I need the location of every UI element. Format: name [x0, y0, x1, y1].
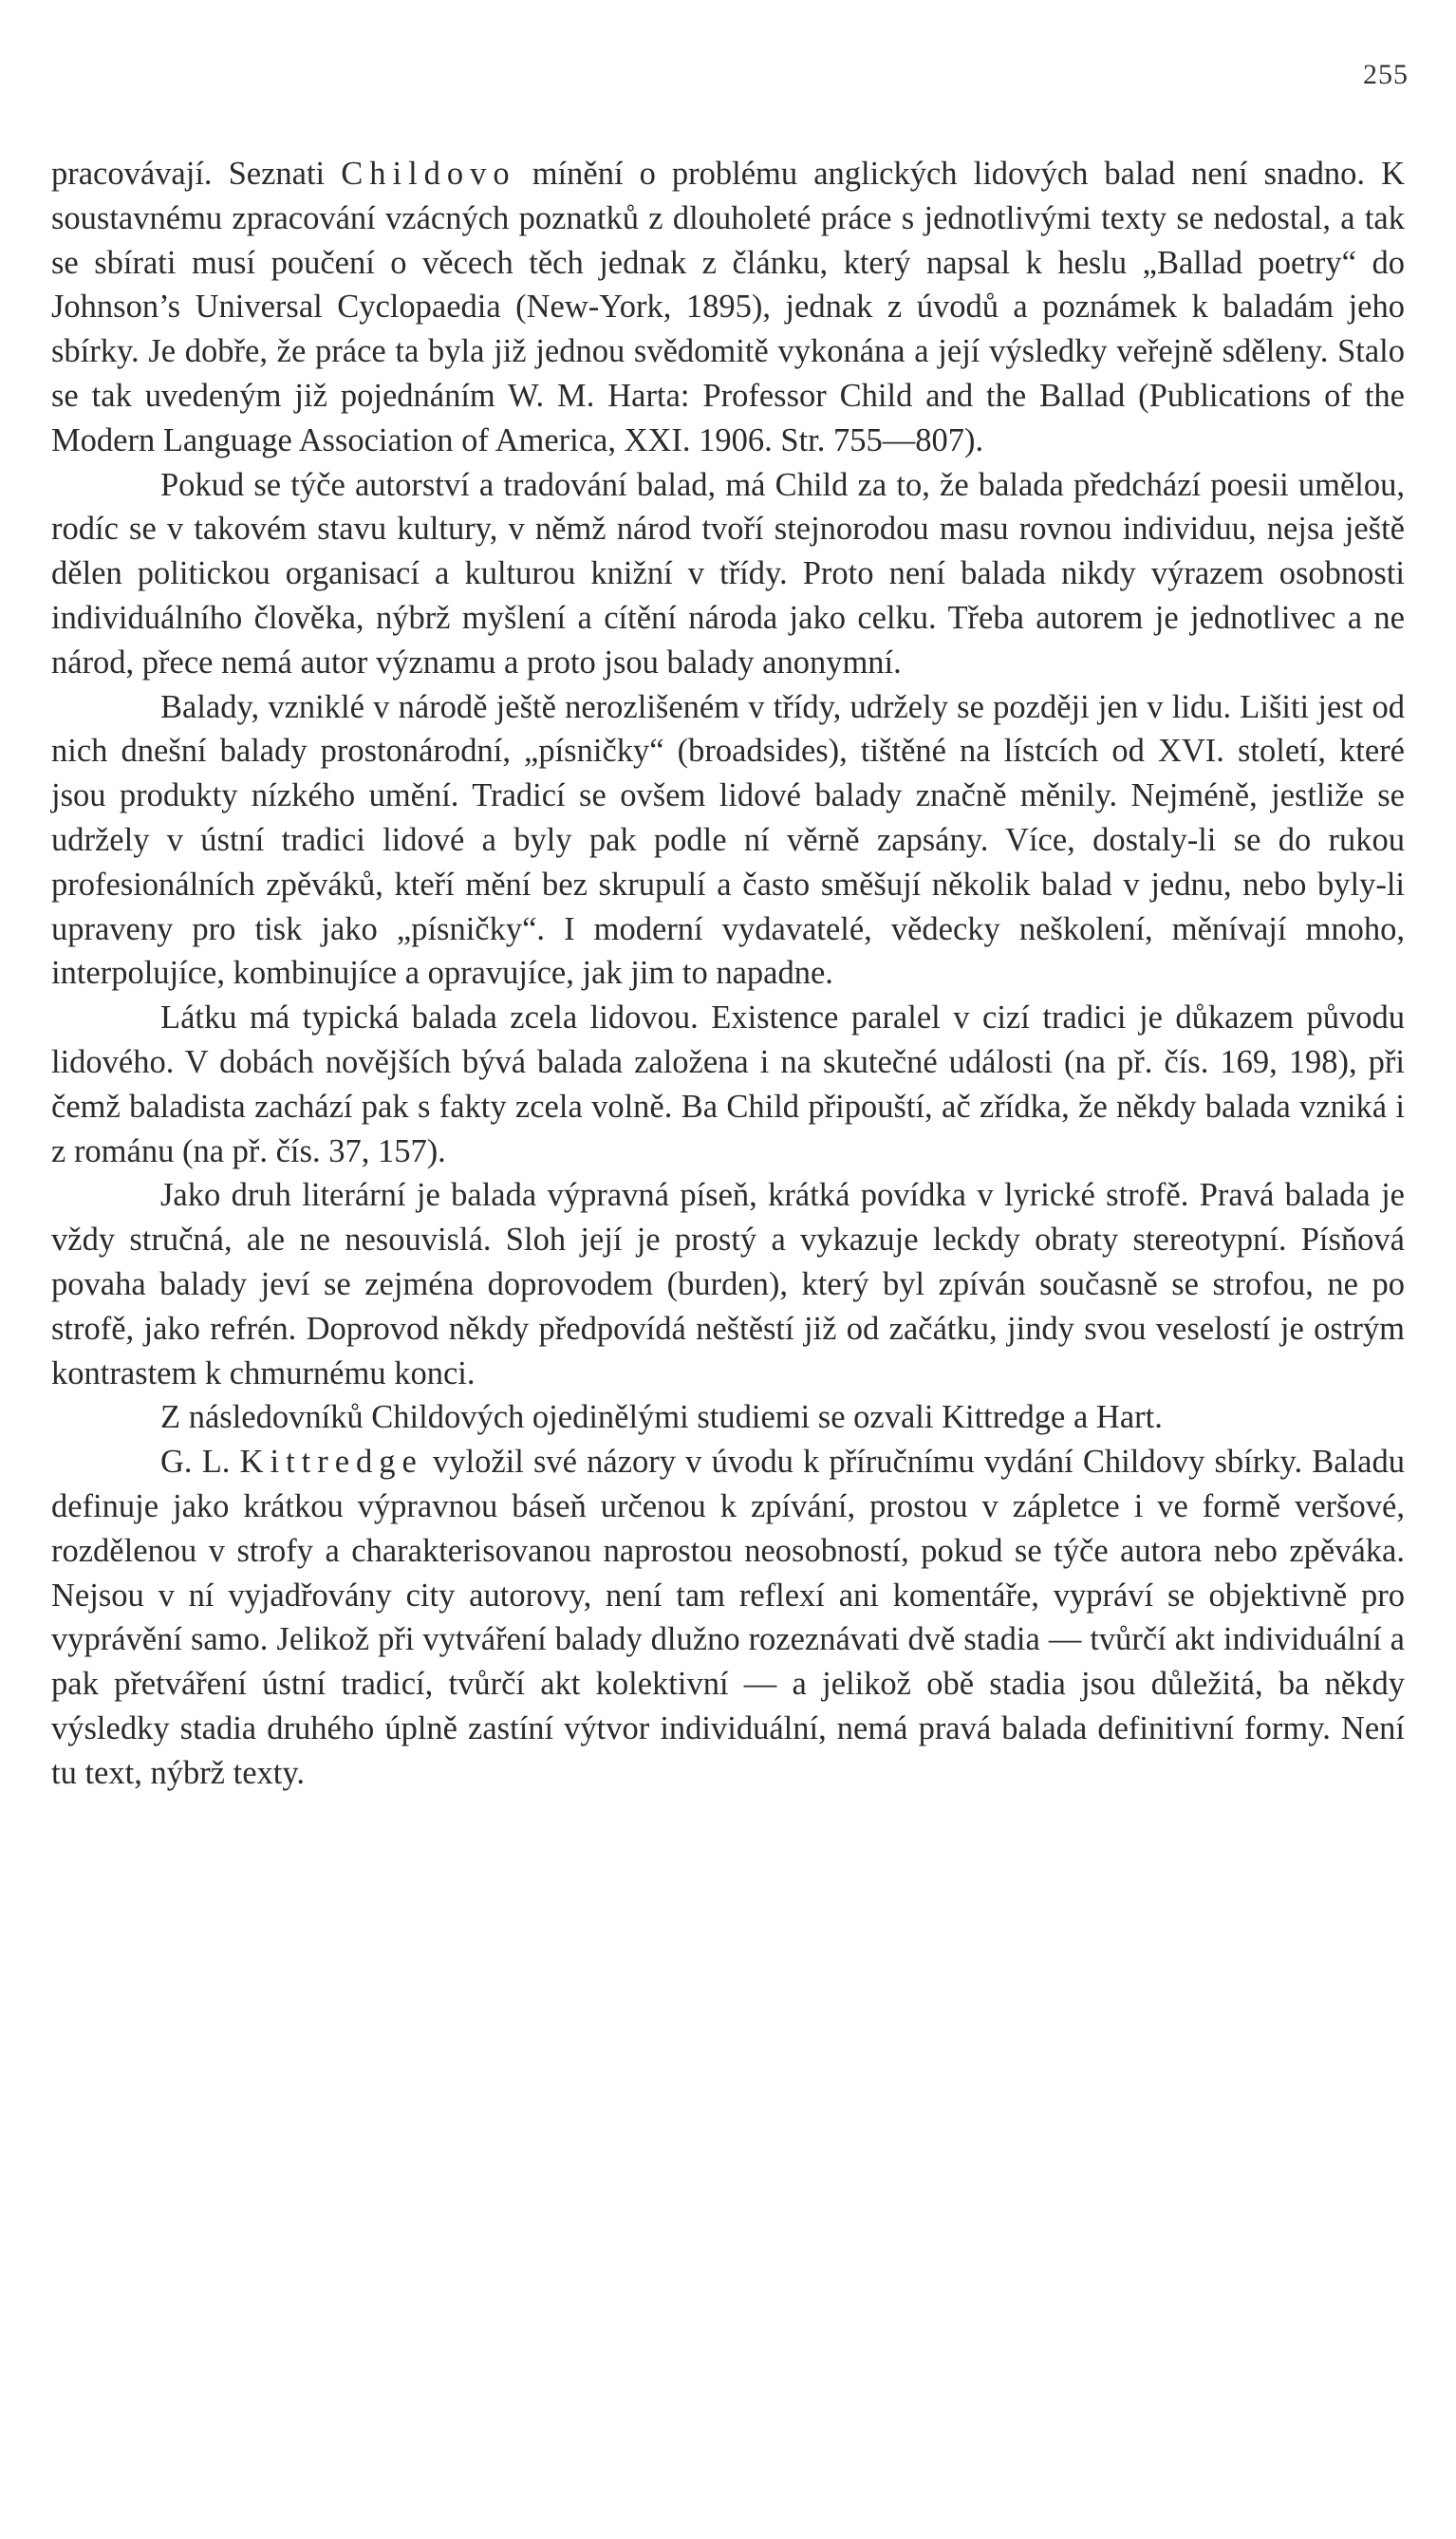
- text-run: pracovávají. Seznati: [51, 156, 342, 192]
- body-text: [51, 152, 1405, 1795]
- paragraph: [51, 685, 1405, 997]
- spaced-name: Kittredge: [239, 1444, 423, 1481]
- text-run: Pokud se týče autorství a tradování balad, má Child za to, že balada předchází poesii umělou, rodíc se v takovém stavu kultury, v němž národ tvoří stejnorodou masu rovnou individuu, nejsa ještě dělen politickou organisací a kulturou knižní v třídy. Proto není balada nikdy výrazem osobnosti individuálního člověka, nýbrž myšlení a cítění národa jako celku. Třeba autorem je jednotlivec a ne národ, přece nemá autor významu a proto jsou balady anonymní.: [51, 466, 1405, 681]
- page-number: 255: [1363, 59, 1409, 90]
- paragraph: [51, 463, 1405, 685]
- text-run: G. L.: [160, 1444, 240, 1481]
- paragraph: [51, 1440, 1405, 1795]
- paragraph: [51, 152, 1405, 463]
- text-run: Balady, vzniklé v národě ještě nerozlišeném v třídy, udržely se později jen v lidu. Lišiti jest od nich dnešní balady prostonárodní, „písničky“ (broadsides), tištěné na lístcích od XVI. století, které jsou produkty nízkého umění. Tradicí se ovšem lidové balady značně měnily. Nejméně, jestliže se udržely v ústní tradici lidové a byly pak podle ní věrně zapsány. Více, dostaly-li se do rukou profesionálních zpěváků, kteří mění bez skrupulí a často směšují několik balad v jednu, nebo byly-li upraveny pro tisk jako „písničky“. I moderní vydavatelé, vědecky neškolení, měnívají mnoho, interpolujíce, kombinujíce a opravujíce, jak jim to napadne.: [51, 688, 1405, 992]
- text-run: Látku má typická balada zcela lidovou. Existence paralel v cizí tradici je důkazem původu lidového. V dobách novějších bývá balada založena i na skutečné události (na př. čís. 169, 198), při čemž baladista zachází pak s fakty zcela volně. Ba Child připouští, ač zřídka, že někdy balada vzniká i z románu (na př. čís. 37, 157).: [51, 999, 1405, 1169]
- paragraph: [51, 1173, 1405, 1395]
- paragraph: [51, 1395, 1405, 1440]
- spaced-name: Childovo: [341, 156, 516, 192]
- text-run: vyložil své názory v úvodu k příručnímu vydání Childovy sbírky. Baladu definuje jako krátkou výpravnou báseň určenou k zpívání, prostou v zápletce i ve formě veršové, rozdělenou v strofy a charakterisovanou naprostou neosobností, pokud se týče autora nebo zpěváka. Nejsou v ní vyjadřovány city autorovy, není tam reflexí ani komentáře, vypráví se objektivně pro vyprávění samo. Jelikož při vytváření balady dlužno rozeznávati dvě stadia — tvůrčí akt individuální a pak přetváření ústní tradicí, tvůrčí akt kolektivní — a jelikož obě stadia jsou důležitá, ba někdy výsledky stadia druhého úplně zastíní výtvor individuální, nemá pravá balada definitivní formy. Není tu text, nýbrž texty.: [51, 1444, 1405, 1791]
- paragraph: [51, 996, 1405, 1173]
- text-run: mínění o problému anglických lidových balad není snadno. K soustavnému zpracování vzácných poznatků z dlouholeté práce s jednotlivými texty se nedostal, a tak se sbírati musí poučení o věcech těch jednak z článku, který napsal k heslu „Ballad poetry“ do Johnson’s Universal Cyclopaedia (New-York, 1895), jednak z úvodů a poznámek k baladám jeho sbírky. Je dobře, že práce ta byla již jednou svědomitě vykonána a její výsledky veřejně sděleny. Stalo se tak uvedeným již pojednáním W. M. Harta: Professor Child and the Ballad (Publications of the Modern Language Association of America, XXI. 1906. Str. 755—807).: [51, 156, 1405, 458]
- text-run: Z následovníků Childových ojedinělými studiemi se ozvali Kittredge a Hart.: [160, 1399, 1163, 1436]
- text-run: Jako druh literární je balada výpravná píseň, krátká povídka v lyrické strofě. Pravá balada je vždy stručná, ale ne nesouvislá. Sloh její je prostý a vykazuje leckdy obraty stereotypní. Písňová povaha balady jeví se zejména doprovodem (burden), který byl zpíván současně se strofou, ne po strofě, jako refrén. Doprovod někdy předpovídá neštěstí již od začátku, jindy svou veselostí je ostrým kontrastem k chmurnému konci.: [51, 1177, 1405, 1391]
